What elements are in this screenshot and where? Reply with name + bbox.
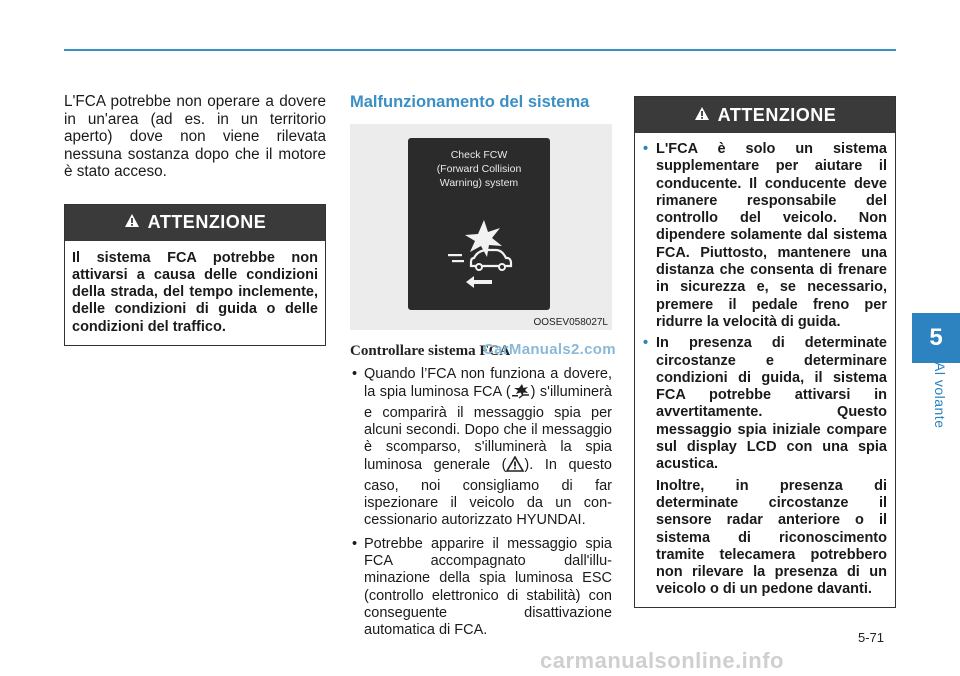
bullet-text: ). In questo caso, noi consigliamo di far ispezionare il veicolo da un con- cessionario autorizzato HYUNDAI. <box>364 457 612 529</box>
bullet-text: ) s'illuminerà e comparirà il messaggio spia per alcuni secondi. Dopo che il messaggio è scomparso, s'illuminerà la spia luminosa generale ( <box>364 384 612 474</box>
warning-triangle-icon <box>124 212 140 233</box>
warning-header <box>65 205 325 241</box>
bullet-text: Quando l’FCA non funziona a dovere, la spia luminosa FCA ( <box>364 366 612 401</box>
warning-box <box>634 96 896 608</box>
warning-box <box>64 204 326 346</box>
subsection-title: Controllare sistema FCA <box>350 343 511 359</box>
warning-content <box>635 133 895 607</box>
figure-code: OOSEV058027L <box>533 317 608 328</box>
watermark: CarManuals2.com <box>483 341 616 358</box>
warning-bullet: • In presenza di determinate circostanze e determinare condizioni di guida, il sistema FCA potrebbe attivarsi in avvertitamente. Questo messaggio spia iniziale compare sul display LCD con una spia acustica. <box>643 335 887 473</box>
footer-watermark: carmanualsonline.info <box>540 648 784 673</box>
collision-warning-icon <box>444 216 516 292</box>
chapter-tab <box>912 313 960 363</box>
column-middle <box>350 93 616 645</box>
dashboard-figure <box>350 124 612 330</box>
section-title: Malfunzionamento del sistema <box>350 93 590 111</box>
fca-warning-icon <box>511 383 531 404</box>
warning-title: ATTENZIONE <box>717 104 837 125</box>
bullet-list <box>350 366 612 639</box>
intro-paragraph: L'FCA potrebbe non operare a dovere in un'area (ad es. in un territorio aperto) dove non viene rilevata nessuna sostanza dopo che il motore è stato acceso. <box>64 93 326 180</box>
column-right <box>634 96 896 608</box>
screen-line: Check FCW <box>450 149 508 161</box>
screen-line: (Forward Collision <box>436 163 522 175</box>
warning-triangle-icon <box>506 456 524 477</box>
warning-bullet: • L'FCA è solo un sistema supplementare per aiutare il conducente. Il conducente deve rimanere responsabile del controllo del veicolo. Non dipendere solamente dal sistema FCA. Piuttosto, mantenere una distanza che consenta di frenare in sicurezza e, se necessario, premere il pedale freno per ridurre la velocità di guida. <box>643 141 887 331</box>
warning-bullet-continued: Inoltre, in presenza di determinate circostanze il sensore radar anteriore o il sistema di riconoscimento tramite telecamera potrebbero non rilevare la presenza di un veicolo o di un pedone davanti. <box>656 477 887 598</box>
warning-header <box>635 97 895 133</box>
warning-text: Il sistema FCA potrebbe non attivarsi a causa delle condizioni della strada, del tempo inclemente, delle condizioni di guida o delle condizioni del traffico. <box>72 249 318 335</box>
chapter-title: Al volante <box>932 362 948 429</box>
cluster-screen <box>408 138 550 310</box>
list-item <box>350 366 612 530</box>
chapter-number: 5 <box>929 324 943 351</box>
list-item: • Potrebbe apparire il messaggio spia FCA accompagnato dall'illu- minazione della spia luminosa ESC (controllo elettronico di stabilità) con conseguente disattivazione automatica di FCA. <box>350 536 612 640</box>
warning-title: ATTENZIONE <box>147 212 267 232</box>
screen-line: Warning) system <box>439 177 519 189</box>
column-left <box>64 93 326 346</box>
top-rule <box>64 49 896 51</box>
screen-message <box>408 148 550 190</box>
warning-triangle-icon <box>694 105 710 126</box>
page-number: 5-71 <box>858 630 885 645</box>
